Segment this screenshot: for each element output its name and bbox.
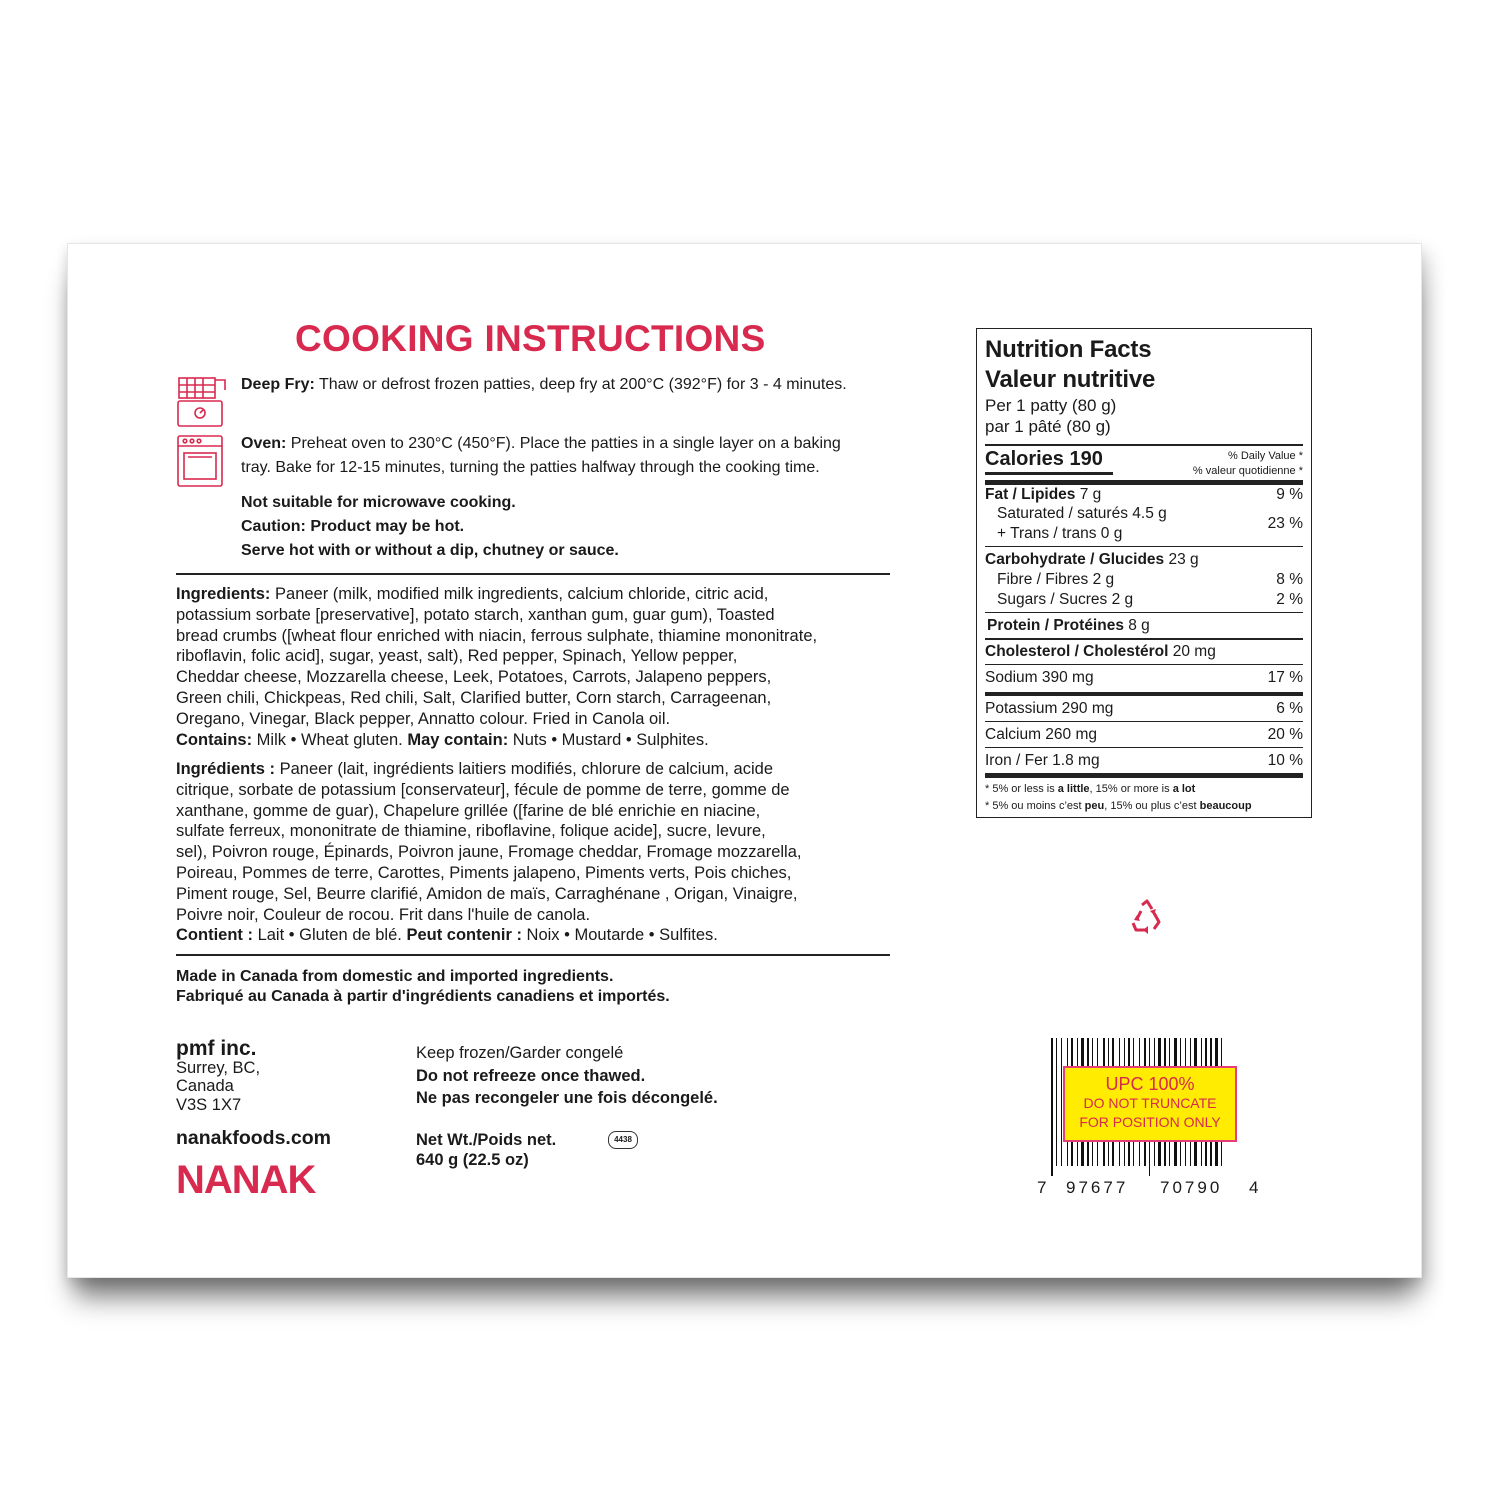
- carb-amount: 23 g: [1164, 551, 1199, 568]
- cholesterol-label: Cholesterol / Cholestérol: [985, 643, 1169, 660]
- fibre-row: [997, 570, 1303, 590]
- carb-label: Carbohydrate / Glucides: [985, 551, 1165, 568]
- upc-line-2: DO NOT TRUNCATE: [1083, 1095, 1217, 1111]
- nutrition-facts-table: [976, 328, 1312, 818]
- barcode-bar: [1056, 1038, 1057, 1166]
- oven-label: Oven:: [241, 435, 287, 452]
- oven-icon: [175, 434, 225, 488]
- net-weight-label: Net Wt./Poids net.: [416, 1131, 557, 1149]
- oven-text-line: Preheat oven to 230°C (450°F). Place the patties in a single layer on a baking: [286, 435, 841, 452]
- serving-size-en: Per 1 patty (80 g): [985, 396, 1117, 415]
- potassium-dv: 6 %: [1276, 700, 1303, 717]
- ingredients-line: riboflavin, folic acid], sugar, yeast, salt), Red pepper, Spinach, Yellow pepper,: [176, 647, 738, 666]
- ingredients-line: bread crumbs ([wheat flour enriched with niacin, ferrous sulphate, thiamine mononitrate,: [176, 626, 818, 645]
- contains-label: Contains:: [176, 730, 253, 749]
- footnote-text: * 5% or less is: [985, 783, 1058, 795]
- deep-fry-label: Deep Fry:: [241, 376, 315, 393]
- deep-fry-text: Thaw or defrost frozen patties, deep fry at 200°C (392°F) for 3 - 4 minutes.: [314, 376, 847, 393]
- sugars-dv: 2 %: [1276, 591, 1303, 608]
- plant-code: 4438: [608, 1131, 638, 1149]
- ingredients-line: Piment rouge, Sel, Beurre clarifié, Amidon de maïs, Carraghénane , Origan, Vinaigre,: [176, 884, 798, 903]
- rule: [985, 747, 1303, 748]
- contains-label-fr: Contient :: [176, 926, 253, 945]
- nutrition-title-en: Nutrition Facts: [985, 336, 1152, 363]
- trans-label: + Trans / trans 0 g: [997, 525, 1123, 542]
- divider: [176, 573, 890, 575]
- footnote-bold: beaucoup: [1199, 800, 1252, 812]
- thick-rule: [985, 692, 1303, 696]
- serving-note: Serve hot with or without a dip, chutney or sauce.: [241, 542, 619, 559]
- may-contain-text: Nuts • Mustard • Sulphites.: [508, 730, 709, 749]
- rule: [985, 546, 1303, 547]
- net-weight: [416, 1130, 556, 1170]
- net-weight-value: 640 g (22.5 oz): [416, 1151, 529, 1169]
- nutrition-title-fr: Valeur nutritive: [985, 366, 1156, 393]
- oven-instruction: [241, 432, 841, 456]
- footnote-bold: a lot: [1172, 783, 1196, 795]
- fibre-dv: 8 %: [1276, 571, 1303, 588]
- ingredients-line: [176, 584, 896, 605]
- ingredients-line: sel), Poivron rouge, Épinards, Poivron jaune, Fromage cheddar, Fromage mozzarella,: [176, 843, 802, 862]
- ingredients-text: Paneer (milk, modified milk ingredients, calcium chloride, citric acid,: [270, 585, 769, 603]
- caution-note: Caution: Product may be hot.: [241, 518, 465, 535]
- divider: [176, 954, 890, 956]
- sodium-label: Sodium 390 mg: [985, 669, 1094, 686]
- upc-line-3: FOR POSITION ONLY: [1079, 1113, 1221, 1130]
- trans-row: [997, 524, 1303, 544]
- recycle-icon: [1128, 899, 1166, 935]
- protein-label: Protein / Protéines: [987, 617, 1124, 634]
- may-contain-text-fr: Noix • Moutarde • Sulfites.: [521, 926, 718, 945]
- rule: [985, 638, 1303, 640]
- sodium-dv: 17 %: [1267, 669, 1303, 686]
- brand-logo: NANAK: [176, 1158, 316, 1202]
- daily-value-header: [1193, 449, 1303, 478]
- ingredients-line: potassium sorbate [preservative], potato starch, xanthan gum, guar gum), Toasted: [176, 605, 775, 624]
- cholesterol-amount: 20 mg: [1168, 643, 1216, 660]
- rule: [985, 612, 1303, 613]
- ingredients-text-fr: Paneer (lait, ingrédients laitiers modifiés, chlorure de calcium, acide: [275, 760, 773, 778]
- upc-placeholder: [1063, 1066, 1237, 1142]
- ingredients-line: Oregano, Vinegar, Black pepper, Annatto colour. Fried in Canola oil.: [176, 709, 671, 728]
- ingredients-line: Poivre noir, Couleur de rocou. Frit dans l'huile de canola.: [176, 905, 591, 924]
- fat-dv: 9 %: [1276, 486, 1303, 503]
- carb-row: [985, 550, 1303, 570]
- deep-fry-instruction: [241, 373, 847, 397]
- upc-line-1: UPC 100%: [1105, 1074, 1195, 1094]
- calcium-row: [985, 725, 1303, 745]
- fat-amount: 7 g: [1075, 486, 1102, 503]
- barcode-digit-last: 4: [1249, 1178, 1260, 1197]
- ingredients-label-fr: Ingrédients :: [176, 760, 276, 778]
- contains-text-fr: Lait • Gluten de blé.: [252, 926, 407, 945]
- sat-trans-dv: [1268, 514, 1303, 534]
- potassium-row: [985, 699, 1303, 719]
- sat-trans-dv-value: 23 %: [1267, 515, 1303, 532]
- dv-fr: % valeur quotidienne *: [1192, 464, 1303, 477]
- company-postal: V3S 1X7: [176, 1095, 242, 1114]
- ingredients-line: sulfate ferreux, mononitrate de thiamine, riboflavine, folique acide], sucre, levure,: [176, 822, 766, 841]
- company-name: pmf inc.: [176, 1037, 257, 1060]
- footnote-text: , 15% or more is: [1089, 783, 1173, 795]
- ingredients-line: Poireau, Pommes de terre, Carottes, Piments jalapeno, Piments verts, Pois chiches,: [176, 863, 792, 882]
- allergen-line: [176, 730, 896, 751]
- barcode-bar: [1061, 1038, 1062, 1166]
- calcium-dv: 20 %: [1267, 726, 1303, 743]
- no-refreeze-fr: Ne pas recongeler une fois décongelé.: [416, 1089, 718, 1107]
- fat-row: [985, 485, 1303, 505]
- no-refreeze-en: Do not refreeze once thawed.: [416, 1066, 646, 1085]
- cooking-instructions-title: COOKING INSTRUCTIONS: [295, 318, 766, 359]
- footnote-en: [985, 781, 1252, 798]
- thick-rule: [985, 773, 1303, 778]
- ingredients-line: [176, 759, 896, 780]
- cholesterol-row: [985, 642, 1303, 662]
- footnote-bold: peu: [1084, 800, 1105, 812]
- potassium-label: Potassium 290 mg: [985, 700, 1114, 717]
- website: nanakfoods.com: [176, 1127, 331, 1149]
- fat-label: Fat / Lipides: [985, 486, 1076, 503]
- footnote-text: * 5% ou moins c’est: [985, 800, 1085, 812]
- allergen-line-fr: [176, 925, 896, 946]
- barcode-digits-left: 97677: [1066, 1178, 1129, 1197]
- company-city: Surrey, BC,: [176, 1058, 261, 1077]
- ingredients-english: [176, 584, 896, 750]
- ingredients-line: Green chili, Chickpeas, Red chili, Salt, Clarified butter, Corn starch, Carrageenan,: [176, 688, 772, 707]
- iron-label: Iron / Fer 1.8 mg: [985, 752, 1100, 769]
- company-country: Canada: [176, 1077, 234, 1095]
- may-contain-label: May contain:: [407, 730, 509, 749]
- footnote: [985, 781, 1252, 815]
- saturated-row: [997, 504, 1303, 524]
- calories-underline: [985, 472, 1113, 475]
- keep-frozen: Keep frozen/Garder congelé: [416, 1044, 624, 1062]
- rule: [985, 721, 1303, 722]
- protein-row: [987, 616, 1303, 636]
- may-contain-label-fr: Peut contenir :: [406, 926, 522, 945]
- serving-size-fr: par 1 pâté (80 g): [985, 417, 1111, 436]
- rule: [985, 444, 1303, 446]
- contains-text: Milk • Wheat gluten.: [252, 730, 408, 749]
- oven-text-line-2: tray. Bake for 12-15 minutes, turning the patties halfway through the cooking time.: [241, 459, 820, 476]
- fibre-label: Fibre / Fibres 2 g: [997, 571, 1115, 588]
- footnote-text: , 15% ou plus c’est: [1104, 800, 1200, 812]
- ingredients-line: Cheddar cheese, Mozzarella cheese, Leek, Potatoes, Carrots, Jalapeno peppers,: [176, 668, 772, 687]
- company-address: [176, 1037, 261, 1114]
- barcode-bar: [1051, 1038, 1053, 1176]
- protein-amount: 8 g: [1123, 617, 1150, 634]
- ingredients-line: xanthane, gomme de guar), Chapelure grillée ([farine de blé enrichie en niacine,: [176, 801, 761, 820]
- calories: Calories 190: [985, 448, 1103, 470]
- ingredients-label: Ingredients:: [176, 585, 271, 603]
- iron-dv: 10 %: [1267, 752, 1303, 769]
- origin-en: Made in Canada from domestic and imported ingredients.: [176, 968, 614, 985]
- barcode-digit-first: 7: [1037, 1178, 1048, 1197]
- footnote-fr: [985, 798, 1252, 815]
- footnote-bold: a little: [1057, 783, 1090, 795]
- ingredients-french: [176, 759, 896, 946]
- rule: [985, 664, 1303, 665]
- storage-instructions: [416, 1042, 718, 1110]
- origin-statement: [176, 967, 670, 1006]
- ingredients-line: citrique, sorbate de potassium [conservateur], fécule de pomme de terre, gomme de: [176, 780, 790, 799]
- barcode-digits-right: 70790: [1160, 1178, 1223, 1197]
- iron-row: [985, 751, 1303, 771]
- dv-en: % Daily Value *: [1228, 450, 1303, 462]
- sugars-label: Sugars / Sucres 2 g: [997, 591, 1134, 608]
- microwave-note: Not suitable for microwave cooking.: [241, 494, 516, 511]
- sugars-row: [997, 590, 1303, 610]
- sodium-row: [985, 668, 1303, 688]
- origin-fr: Fabriqué au Canada à partir d'ingrédients canadiens et importés.: [176, 987, 670, 1005]
- deep-fryer-icon: [175, 374, 229, 430]
- calcium-label: Calcium 260 mg: [985, 726, 1097, 743]
- saturated-label: Saturated / saturés 4.5 g: [997, 505, 1167, 522]
